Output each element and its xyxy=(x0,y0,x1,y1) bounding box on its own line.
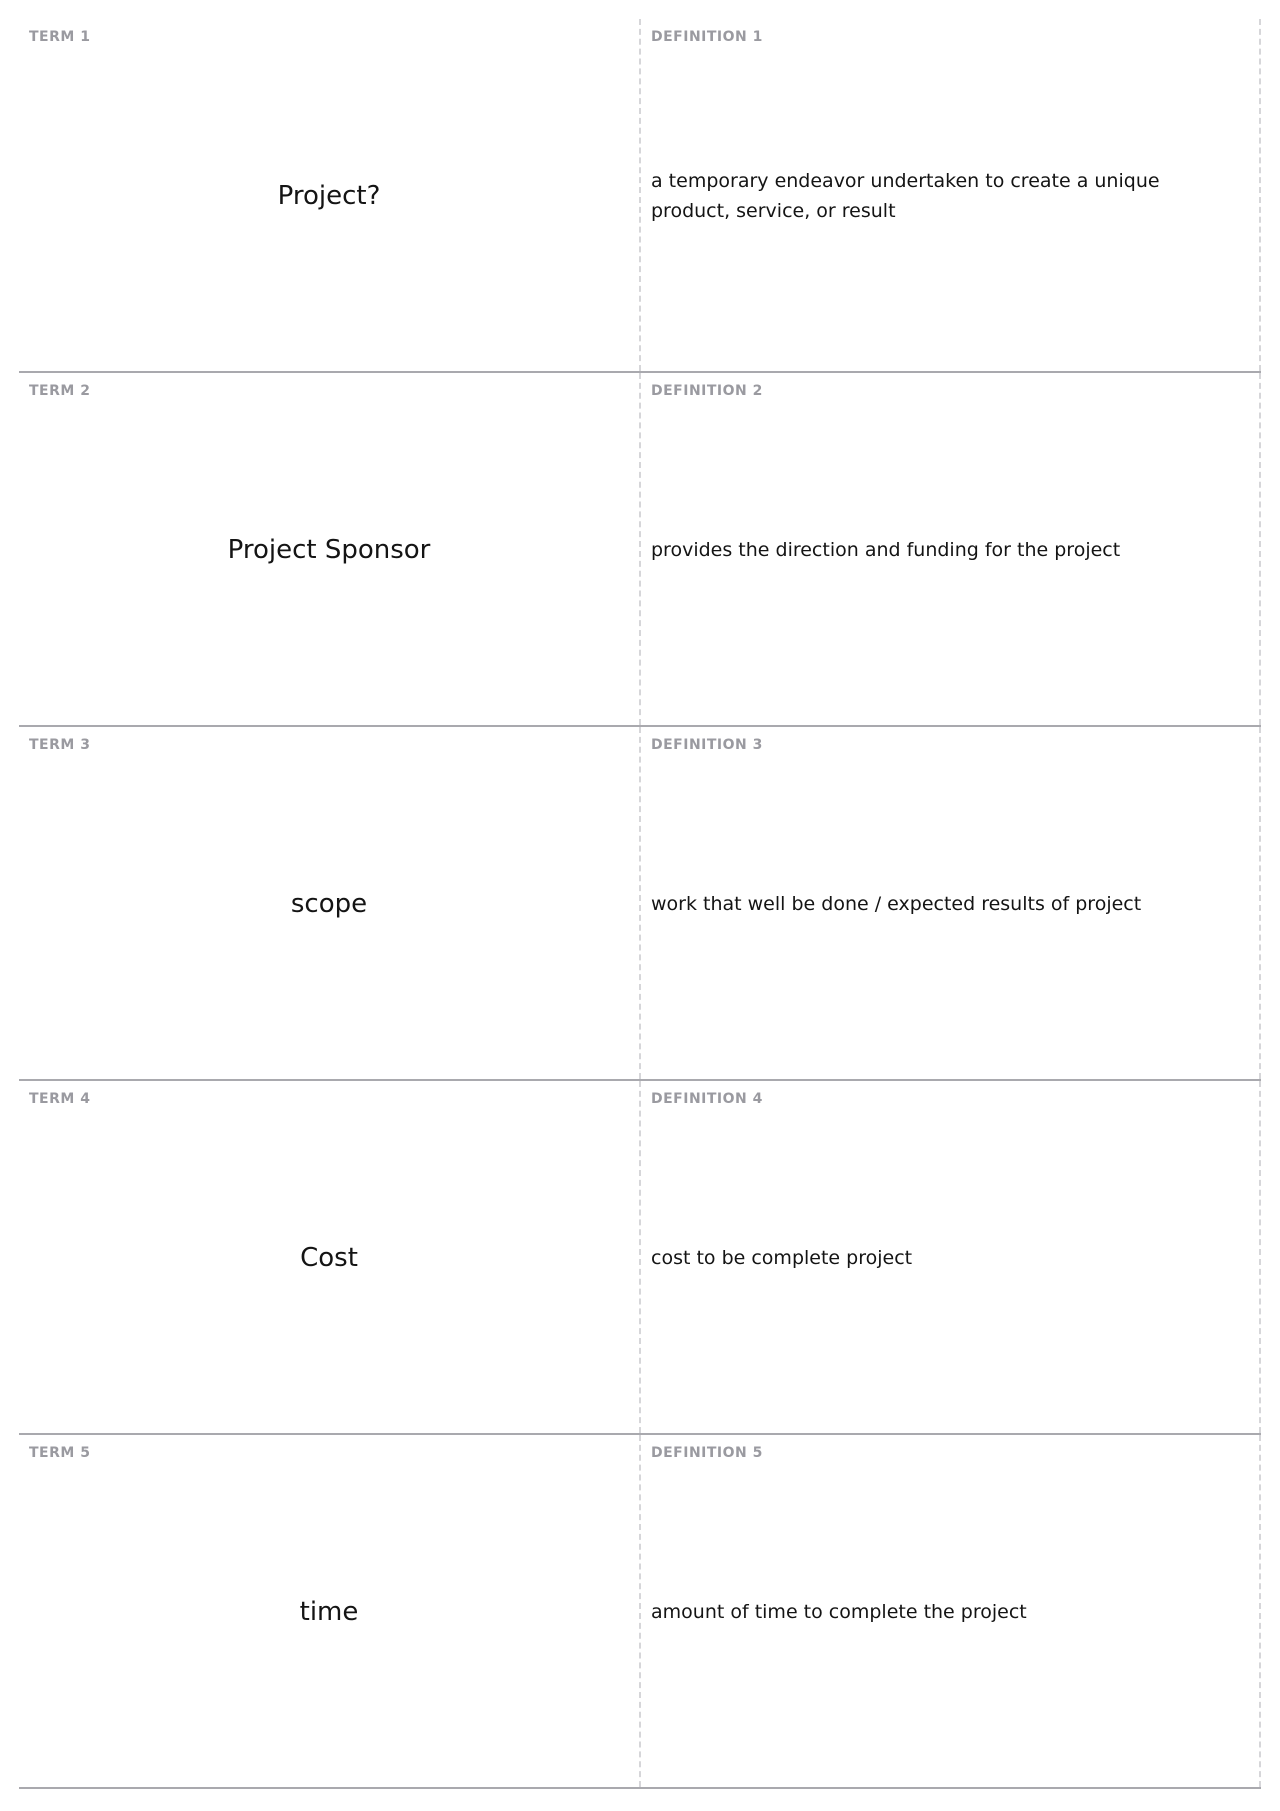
definition-cell xyxy=(641,1435,1261,1787)
flashcard-row xyxy=(19,727,1261,1081)
term-cell xyxy=(19,1081,641,1433)
term-label: TERM 2 xyxy=(29,383,91,399)
definition-cell xyxy=(641,1081,1261,1433)
definition-label: DEFINITION 1 xyxy=(651,29,763,45)
definition-label: DEFINITION 2 xyxy=(651,383,763,399)
term-cell xyxy=(19,727,641,1079)
definition-text: provides the direction and funding for the project xyxy=(651,539,1121,561)
term-label: TERM 3 xyxy=(29,737,91,753)
definition-text: a temporary endeavor undertaken to create a unique product, service, or result xyxy=(651,170,1160,222)
definition-label: DEFINITION 5 xyxy=(651,1445,763,1461)
term-label: TERM 4 xyxy=(29,1091,91,1107)
flashcard-row xyxy=(19,1081,1261,1435)
term-text: Project? xyxy=(277,181,381,211)
term-text: Cost xyxy=(300,1243,358,1273)
flashcard-sheet xyxy=(19,19,1261,1789)
flashcard-row xyxy=(19,19,1261,373)
definition-text: cost to be complete project xyxy=(651,1247,913,1269)
definition-cell xyxy=(641,19,1261,371)
flashcard-row xyxy=(19,373,1261,727)
definition-label: DEFINITION 4 xyxy=(651,1091,763,1107)
term-label: TERM 5 xyxy=(29,1445,91,1461)
flashcard-row xyxy=(19,1435,1261,1789)
term-cell xyxy=(19,1435,641,1787)
definition-cell xyxy=(641,373,1261,725)
term-text: Project Sponsor xyxy=(227,535,431,565)
definition-label: DEFINITION 3 xyxy=(651,737,763,753)
term-text: time xyxy=(299,1597,359,1627)
term-text: scope xyxy=(290,889,368,919)
definition-cell xyxy=(641,727,1261,1079)
definition-text: work that well be done / expected results of project xyxy=(651,893,1142,915)
term-cell xyxy=(19,19,641,371)
term-label: TERM 1 xyxy=(29,29,91,45)
definition-text: amount of time to complete the project xyxy=(651,1601,1027,1623)
term-cell xyxy=(19,373,641,725)
